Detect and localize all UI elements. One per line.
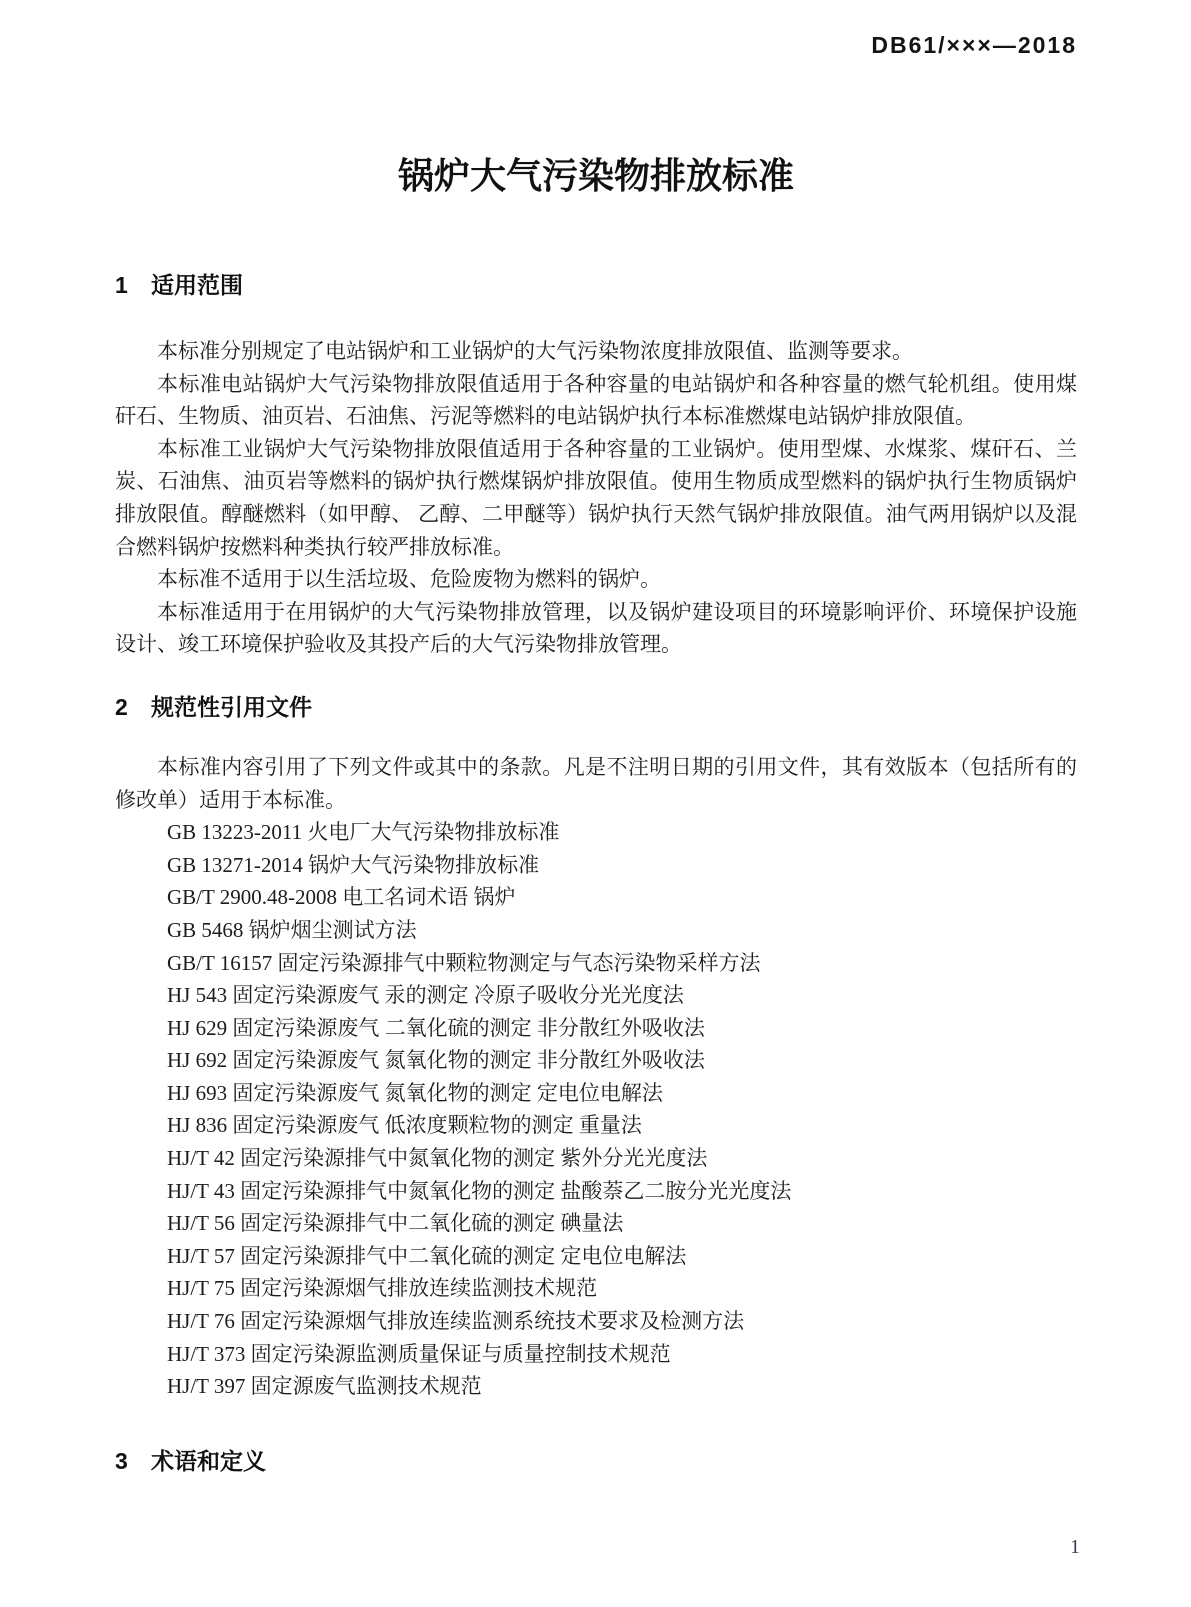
reference-item: HJ/T 76 固定污染源烟气排放连续监测系统技术要求及检测方法	[167, 1309, 745, 1334]
reference-item: GB 13271-2014 锅炉大气污染物排放标准	[167, 852, 540, 877]
page-number: 1	[1070, 1536, 1080, 1558]
section-3-heading	[115, 1447, 1077, 1475]
reference-item: HJ/T 75 固定污染源烟气排放连续监测技术规范	[167, 1276, 598, 1301]
section-terms-definitions	[115, 1447, 1077, 1475]
reference-list	[115, 816, 1077, 1403]
reference-item: GB 13223-2011 火电厂大气污染物排放标准	[167, 820, 560, 845]
paragraph: 本标准电站锅炉大气污染物排放限值适用于各种容量的电站锅炉和各种容量的燃气轮机组。使用煤矸石、生物质、油页岩、石油焦、污泥等燃料的电站锅炉执行本标准燃煤电站锅炉排放限值。	[115, 371, 1077, 429]
section-2-number: 2	[115, 693, 128, 720]
paragraph: 本标准内容引用了下列文件或其中的条款。凡是不注明日期的引用文件，其有效版本（包括所有的修改单）适用于本标准。	[115, 754, 1077, 812]
section-scope	[115, 271, 1077, 661]
paragraph: 本标准不适用于以生活垃圾、危险废物为燃料的锅炉。	[157, 567, 661, 592]
paragraph: 本标准工业锅炉大气污染物排放限值适用于各种容量的工业锅炉。使用型煤、水煤浆、煤矸石、兰炭、石油焦、油页岩等燃料的锅炉执行燃煤锅炉排放限值。使用生物质成型燃料的锅炉执行生物质锅炉排放限值。醇醚燃料（如甲醇、 乙醇、二甲醚等）锅炉执行天然气锅炉排放限值。油气两用锅炉以及混合燃料锅炉按燃料种类执行较严排放标准。	[115, 436, 1077, 559]
section-3-number: 3	[115, 1447, 128, 1474]
reference-item: GB/T 2900.48-2008 电工名词术语 锅炉	[167, 885, 516, 910]
section-1-number: 1	[115, 272, 128, 298]
reference-item: HJ/T 56 固定污染源排气中二氧化硫的测定 碘量法	[167, 1211, 624, 1236]
reference-item: HJ 629 固定污染源废气 二氧化硫的测定 非分散红外吸收法	[167, 1015, 705, 1040]
section-normative-references	[115, 693, 1077, 1403]
reference-item: GB 5468 锅炉烟尘测试方法	[167, 917, 417, 942]
reference-item: HJ/T 397 固定源废气监测技术规范	[167, 1374, 482, 1399]
page-title: 锅炉大气污染物排放标准	[397, 155, 794, 196]
reference-item: HJ 692 固定污染源废气 氮氧化物的测定 非分散红外吸收法	[167, 1048, 705, 1073]
doc-number: DB61/×××—2018	[871, 32, 1077, 58]
section-3-title: 术语和定义	[151, 1447, 266, 1474]
reference-item: HJ 693 固定污染源废气 氮氧化物的测定 定电位电解法	[167, 1080, 663, 1105]
section-2-body	[115, 751, 1077, 816]
reference-item: HJ/T 57 固定污染源排气中二氧化硫的测定 定电位电解法	[167, 1243, 687, 1268]
reference-item: HJ/T 42 固定污染源排气中氮氧化物的测定 紫外分光光度法	[167, 1146, 708, 1171]
reference-item: HJ 836 固定污染源废气 低浓度颗粒物的测定 重量法	[167, 1113, 642, 1138]
section-2-heading	[115, 693, 1077, 721]
reference-item: HJ 543 固定污染源废气 汞的测定 冷原子吸收分光光度法	[167, 983, 684, 1008]
reference-item: HJ/T 373 固定污染源监测质量保证与质量控制技术规范	[167, 1341, 671, 1366]
section-1-heading	[115, 271, 1077, 299]
paragraph: 本标准分别规定了电站锅炉和工业锅炉的大气污染物浓度排放限值、监测等要求。	[157, 339, 913, 363]
reference-item: HJ/T 43 固定污染源排气中氮氧化物的测定 盐酸萘乙二胺分光光度法	[167, 1178, 792, 1203]
reference-item: GB/T 16157 固定污染源排气中颗粒物测定与气态污染物采样方法	[167, 950, 761, 975]
section-1-body	[115, 335, 1077, 661]
paragraph: 本标准适用于在用锅炉的大气污染物排放管理，以及锅炉建设项目的环境影响评价、环境保护设施设计、竣工环境保护验收及其投产后的大气污染物排放管理。	[115, 599, 1077, 657]
section-2-title: 规范性引用文件	[151, 693, 312, 720]
section-1-title: 适用范围	[151, 272, 243, 298]
